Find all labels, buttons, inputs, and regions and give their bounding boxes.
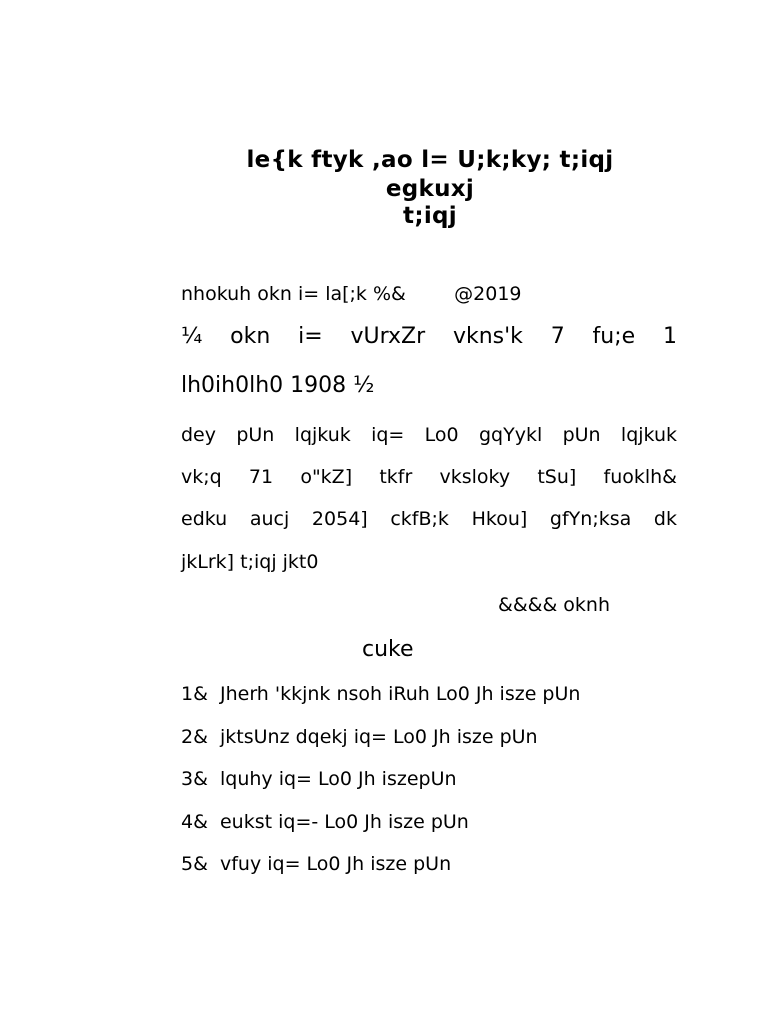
defendant-item: 5& vfuy iq= Lo0 Jh isze pUn (181, 853, 452, 875)
court-title-line-2: egkuxj (385, 176, 475, 202)
party-line-3: edku aucj 2054] ckfB;k Hkou] gfYn;ksa dk (181, 508, 677, 530)
provision-line-2: lh0ih0lh0 1908 ½ (181, 373, 375, 398)
versus-label: cuke (362, 637, 414, 662)
party-line-1: dey pUn lqjkuk iq= Lo0 gqYykl pUn lqjkuk (181, 424, 677, 446)
defendant-item: 1& Jherh 'kkjnk nsoh iRuh Lo0 Jh isze pUn (181, 683, 581, 705)
case-number: nhokuh okn i= la[;k %& @2019 (181, 283, 522, 305)
court-title-line-1: le{k ftyk ,ao l= U;k;ky; t;iqj (246, 147, 614, 173)
defendant-item: 3& lquhy iq= Lo0 Jh iszepUn (181, 768, 457, 790)
party-line-4: jkLrk] t;iqj jkt0 (181, 551, 319, 573)
plaintiff-role: &&&& oknh (498, 594, 611, 616)
defendant-item: 4& eukst iq=- Lo0 Jh isze pUn (181, 811, 469, 833)
party-line-2: vk;q 71 o"kZ] tkfr vksloky tSu] fuoklh& (181, 466, 677, 488)
defendant-item: 2& jktsUnz dqekj iq= Lo0 Jh isze pUn (181, 726, 538, 748)
provision-line-1: ¼ okn i= vUrxZr vkns'k 7 fu;e 1 (181, 324, 677, 349)
court-title-line-3: t;iqj (403, 203, 457, 229)
